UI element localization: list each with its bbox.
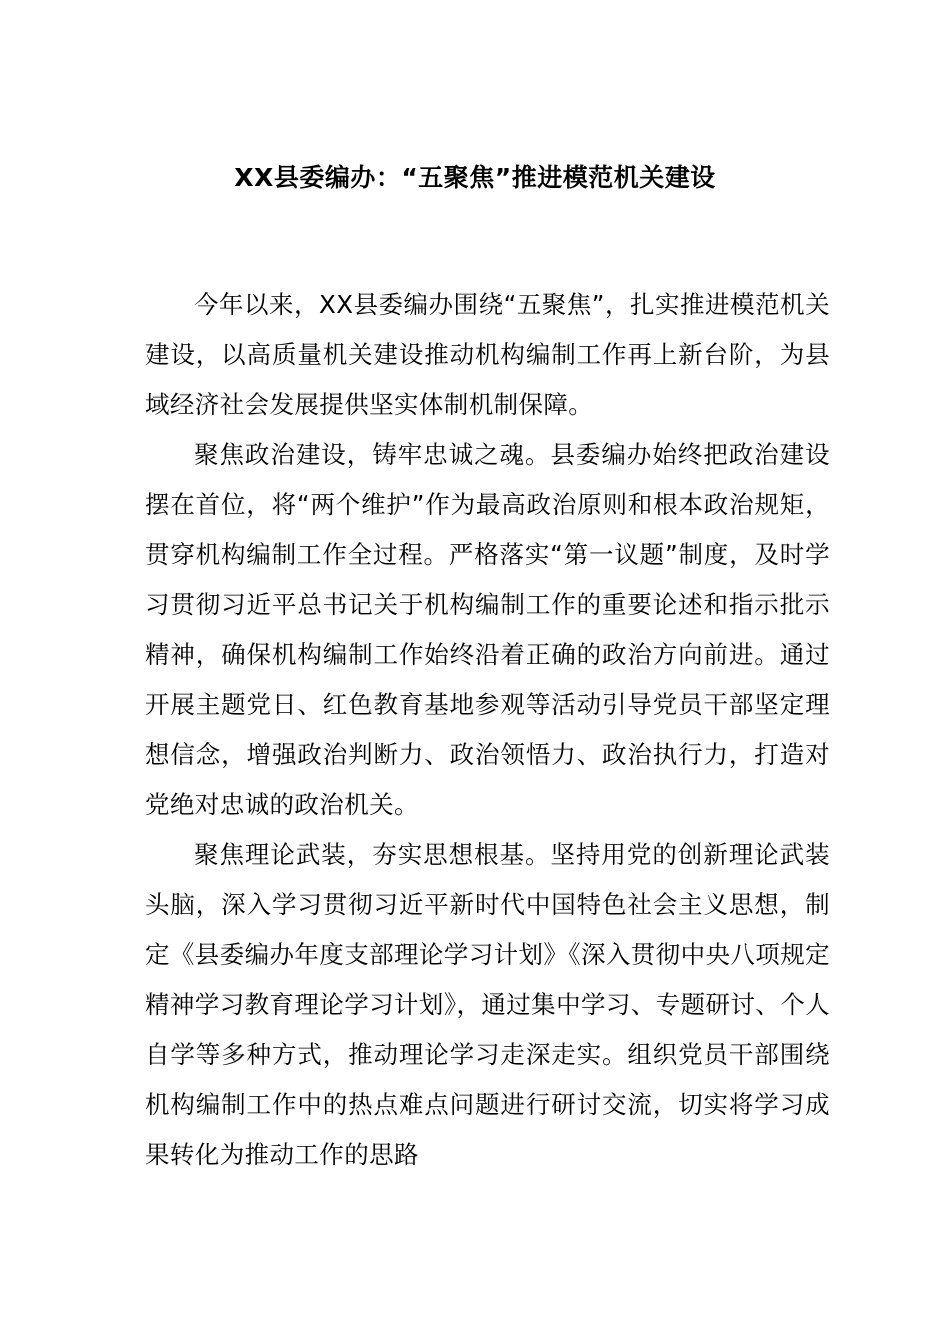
- document-title: XX县委编办：“五聚焦”推进模范机关建设: [234, 163, 716, 192]
- paragraph-theoretical-study: 聚焦理论武装，夯实思想根基。坚持用党的创新理论武装头脑，深入学习贯彻习近平新时代中国特色社会主义思想，制定《县委编办年度支部理论学习计划》《深入贯彻中央八项规定精神学习教育理论学习计划》，通过集中学习、专题研讨、个人自学等多种方式，推动理论学习走深走实。组织党员干部围绕机构编制工作中的热点难点问题进行研讨交流，切实将学习成果转化为推动工作的思路: [145, 840, 830, 1169]
- document-body: [145, 280, 830, 1180]
- paragraph-intro: 今年以来，XX县委编办围绕“五聚焦”，扎实推进模范机关建设，以高质量机关建设推动机构编制工作再上新台阶，为县域经济社会发展提供坚实体制机制保障。: [145, 290, 830, 419]
- paragraph-political-construction: 聚焦政治建设，铸牢忠诚之魂。县委编办始终把政治建设摆在首位，将“两个维护”作为最高政治原则和根本政治规矩，贯穿机构编制工作全过程。严格落实“第一议题”制度，及时学习贯彻习近平总书记关于机构编制工作的重要论述和指示批示精神，确保机构编制工作始终沿着正确的政治方向前进。通过开展主题党日、红色教育基地参观等活动引导党员干部坚定理想信念，增强政治判断力、政治领悟力、政治执行力，打造对党绝对忠诚的政治机关。: [145, 440, 830, 819]
